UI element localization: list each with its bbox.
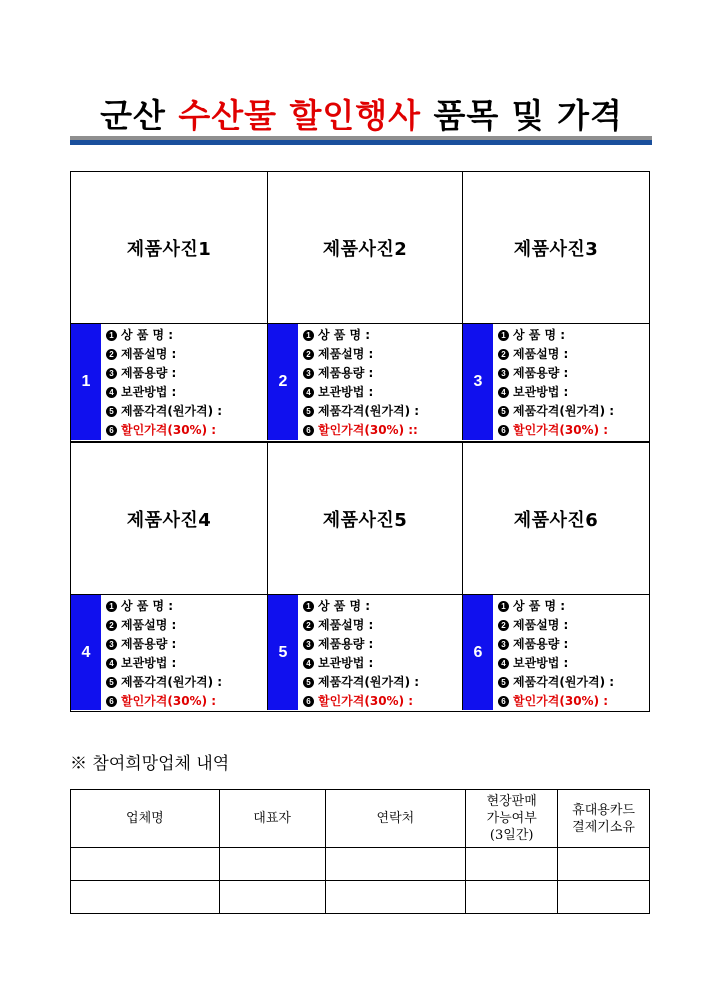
- number-bullet-icon: 5: [498, 406, 509, 417]
- product-field-label: 상 품 명 :: [121, 599, 174, 613]
- header-company: 업체명: [71, 790, 220, 848]
- product-cell: [267, 172, 462, 440]
- number-bullet-icon: 4: [498, 658, 509, 669]
- product-field[interactable]: [498, 597, 647, 616]
- number-bullet-icon: 1: [303, 601, 314, 612]
- product-info: [268, 324, 462, 440]
- product-field-label: 할인가격(30%) ::: [318, 423, 418, 437]
- product-cell: [462, 172, 649, 440]
- product-field[interactable]: [106, 345, 265, 364]
- product-field-label: 제품설명 :: [513, 347, 569, 361]
- table-cell[interactable]: [558, 848, 650, 881]
- number-bullet-icon: 2: [106, 620, 117, 631]
- page-title: [70, 96, 653, 136]
- product-number-badge: 3: [463, 324, 493, 440]
- product-field-label: 상 품 명 :: [121, 328, 174, 342]
- product-field[interactable]: [498, 383, 647, 402]
- number-bullet-icon: 5: [498, 677, 509, 688]
- product-field[interactable]: [303, 654, 460, 673]
- product-info: [268, 595, 462, 710]
- product-photo-placeholder: 제품사진2: [268, 172, 462, 324]
- product-field[interactable]: [303, 673, 460, 692]
- product-field[interactable]: [106, 616, 265, 635]
- product-field-label: 할인가격(30%) :: [121, 423, 217, 437]
- product-number-badge: 6: [463, 595, 493, 710]
- participant-table: [70, 789, 650, 914]
- product-field[interactable]: [303, 326, 460, 345]
- product-field[interactable]: [106, 326, 265, 345]
- number-bullet-icon: 3: [106, 639, 117, 650]
- product-field[interactable]: [498, 364, 647, 383]
- product-field-label: 할인가격(30%) :: [318, 694, 414, 708]
- product-field[interactable]: [106, 383, 265, 402]
- number-bullet-icon: 3: [303, 368, 314, 379]
- number-bullet-icon: 4: [498, 387, 509, 398]
- product-field[interactable]: [498, 654, 647, 673]
- product-field[interactable]: [498, 326, 647, 345]
- product-field-label: 제품각격(원가격) :: [513, 404, 615, 418]
- product-cell: [267, 443, 462, 710]
- product-field-label: 제품각격(원가격) :: [318, 404, 420, 418]
- title-part-1: 군산: [100, 96, 166, 135]
- number-bullet-icon: 4: [303, 658, 314, 669]
- product-field-label: 제품각격(원가격) :: [121, 675, 223, 689]
- number-bullet-icon: 6: [498, 696, 509, 707]
- product-field[interactable]: [303, 692, 460, 711]
- header-onsite-sales: 현장판매 가능여부 (3일간): [466, 790, 558, 848]
- product-photo-placeholder: 제품사진6: [463, 443, 649, 595]
- number-bullet-icon: 3: [498, 368, 509, 379]
- product-info: [463, 324, 649, 440]
- table-cell[interactable]: [558, 881, 650, 914]
- product-field[interactable]: [106, 402, 265, 421]
- table-cell[interactable]: [466, 848, 558, 881]
- product-photo-placeholder: 제품사진3: [463, 172, 649, 324]
- product-field[interactable]: [106, 421, 265, 440]
- number-bullet-icon: 5: [106, 677, 117, 688]
- product-field[interactable]: [498, 345, 647, 364]
- product-field-label: 할인가격(30%) :: [121, 694, 217, 708]
- number-bullet-icon: 6: [498, 425, 509, 436]
- number-bullet-icon: 2: [106, 349, 117, 360]
- title-part-3: 품목 및 가격: [433, 96, 623, 135]
- product-field-label: 제품설명 :: [318, 347, 374, 361]
- product-field[interactable]: [303, 402, 460, 421]
- product-field-label: 제품용량 :: [121, 366, 177, 380]
- number-bullet-icon: 3: [498, 639, 509, 650]
- product-cell: [71, 172, 267, 440]
- number-bullet-icon: 5: [303, 677, 314, 688]
- section-title: ※ 참여희망업체 내역: [70, 754, 230, 774]
- product-field-label: 제품용량 :: [318, 366, 374, 380]
- product-field-label: 제품설명 :: [121, 618, 177, 632]
- number-bullet-icon: 3: [303, 639, 314, 650]
- table-cell[interactable]: [71, 881, 220, 914]
- product-field[interactable]: [498, 692, 647, 711]
- product-field[interactable]: [498, 421, 647, 440]
- product-field-label: 보관방법 :: [513, 385, 569, 399]
- table-cell[interactable]: [71, 848, 220, 881]
- product-number-badge: 4: [71, 595, 101, 710]
- table-cell[interactable]: [466, 881, 558, 914]
- product-field-label: 상 품 명 :: [513, 599, 566, 613]
- product-field[interactable]: [303, 383, 460, 402]
- number-bullet-icon: 1: [106, 330, 117, 341]
- product-photo-placeholder: 제품사진5: [268, 443, 462, 595]
- product-row-2: [71, 442, 649, 710]
- number-bullet-icon: 1: [106, 601, 117, 612]
- product-field-label: 보관방법 :: [121, 385, 177, 399]
- product-photo-placeholder: 제품사진4: [71, 443, 267, 595]
- product-field-label: 할인가격(30%) :: [513, 423, 609, 437]
- product-fields: [106, 326, 265, 440]
- product-field[interactable]: [303, 364, 460, 383]
- number-bullet-icon: 1: [498, 601, 509, 612]
- product-field-label: 제품각격(원가격) :: [513, 675, 615, 689]
- product-fields: [498, 597, 647, 711]
- product-field[interactable]: [106, 673, 265, 692]
- number-bullet-icon: 2: [303, 349, 314, 360]
- product-number-badge: 5: [268, 595, 298, 710]
- table-cell[interactable]: [325, 881, 466, 914]
- product-field[interactable]: [303, 421, 460, 440]
- number-bullet-icon: 1: [498, 330, 509, 341]
- header-card-terminal: 휴대용카드 결제기소유: [558, 790, 650, 848]
- table-header-row: [71, 790, 650, 848]
- header-representative: 대표자: [219, 790, 325, 848]
- number-bullet-icon: 2: [303, 620, 314, 631]
- product-field[interactable]: [303, 616, 460, 635]
- product-number-badge: 2: [268, 324, 298, 440]
- title-underline-blue: [70, 140, 652, 145]
- title-part-2: 수산물 할인행사: [178, 96, 422, 135]
- product-field-label: 제품용량 :: [513, 637, 569, 651]
- product-field[interactable]: [303, 635, 460, 654]
- number-bullet-icon: 6: [106, 696, 117, 707]
- product-field[interactable]: [498, 635, 647, 654]
- table-cell[interactable]: [219, 848, 325, 881]
- product-field-label: 제품용량 :: [121, 637, 177, 651]
- table-row: [71, 848, 650, 881]
- product-cell: [71, 443, 267, 710]
- product-field-label: 상 품 명 :: [513, 328, 566, 342]
- product-field-label: 보관방법 :: [121, 656, 177, 670]
- product-cell: [462, 443, 649, 710]
- product-field-label: 상 품 명 :: [318, 599, 371, 613]
- product-field[interactable]: [106, 635, 265, 654]
- product-row-1: [71, 172, 649, 440]
- product-field[interactable]: [498, 402, 647, 421]
- number-bullet-icon: 4: [106, 387, 117, 398]
- product-field[interactable]: [106, 597, 265, 616]
- product-fields: [303, 597, 460, 711]
- product-field-label: 상 품 명 :: [318, 328, 371, 342]
- table-row: [71, 881, 650, 914]
- product-fields: [498, 326, 647, 440]
- product-field[interactable]: [303, 345, 460, 364]
- number-bullet-icon: 2: [498, 349, 509, 360]
- product-field-label: 제품설명 :: [513, 618, 569, 632]
- number-bullet-icon: 4: [106, 658, 117, 669]
- number-bullet-icon: 4: [303, 387, 314, 398]
- product-field-label: 제품설명 :: [318, 618, 374, 632]
- product-field[interactable]: [303, 597, 460, 616]
- table-cell[interactable]: [325, 848, 466, 881]
- product-field-label: 제품각격(원가격) :: [121, 404, 223, 418]
- product-info: [71, 595, 267, 710]
- product-field[interactable]: [106, 364, 265, 383]
- product-field-label: 보관방법 :: [318, 656, 374, 670]
- header-contact: 연락처: [325, 790, 466, 848]
- product-field-label: 제품설명 :: [121, 347, 177, 361]
- product-field-label: 제품용량 :: [318, 637, 374, 651]
- number-bullet-icon: 1: [303, 330, 314, 341]
- product-field-label: 보관방법 :: [513, 656, 569, 670]
- product-field[interactable]: [498, 616, 647, 635]
- number-bullet-icon: 5: [303, 406, 314, 417]
- product-field-label: 제품용량 :: [513, 366, 569, 380]
- number-bullet-icon: 6: [303, 696, 314, 707]
- product-grid: [70, 171, 650, 712]
- product-info: [463, 595, 649, 710]
- product-number-badge: 1: [71, 324, 101, 440]
- product-fields: [106, 597, 265, 711]
- product-field[interactable]: [498, 673, 647, 692]
- table-cell[interactable]: [219, 881, 325, 914]
- product-info: [71, 324, 267, 440]
- product-field-label: 할인가격(30%) :: [513, 694, 609, 708]
- number-bullet-icon: 5: [106, 406, 117, 417]
- number-bullet-icon: 2: [498, 620, 509, 631]
- product-fields: [303, 326, 460, 440]
- number-bullet-icon: 6: [106, 425, 117, 436]
- number-bullet-icon: 3: [106, 368, 117, 379]
- product-field-label: 보관방법 :: [318, 385, 374, 399]
- number-bullet-icon: 6: [303, 425, 314, 436]
- product-field-label: 제품각격(원가격) :: [318, 675, 420, 689]
- product-field[interactable]: [106, 654, 265, 673]
- product-photo-placeholder: 제품사진1: [71, 172, 267, 324]
- product-field[interactable]: [106, 692, 265, 711]
